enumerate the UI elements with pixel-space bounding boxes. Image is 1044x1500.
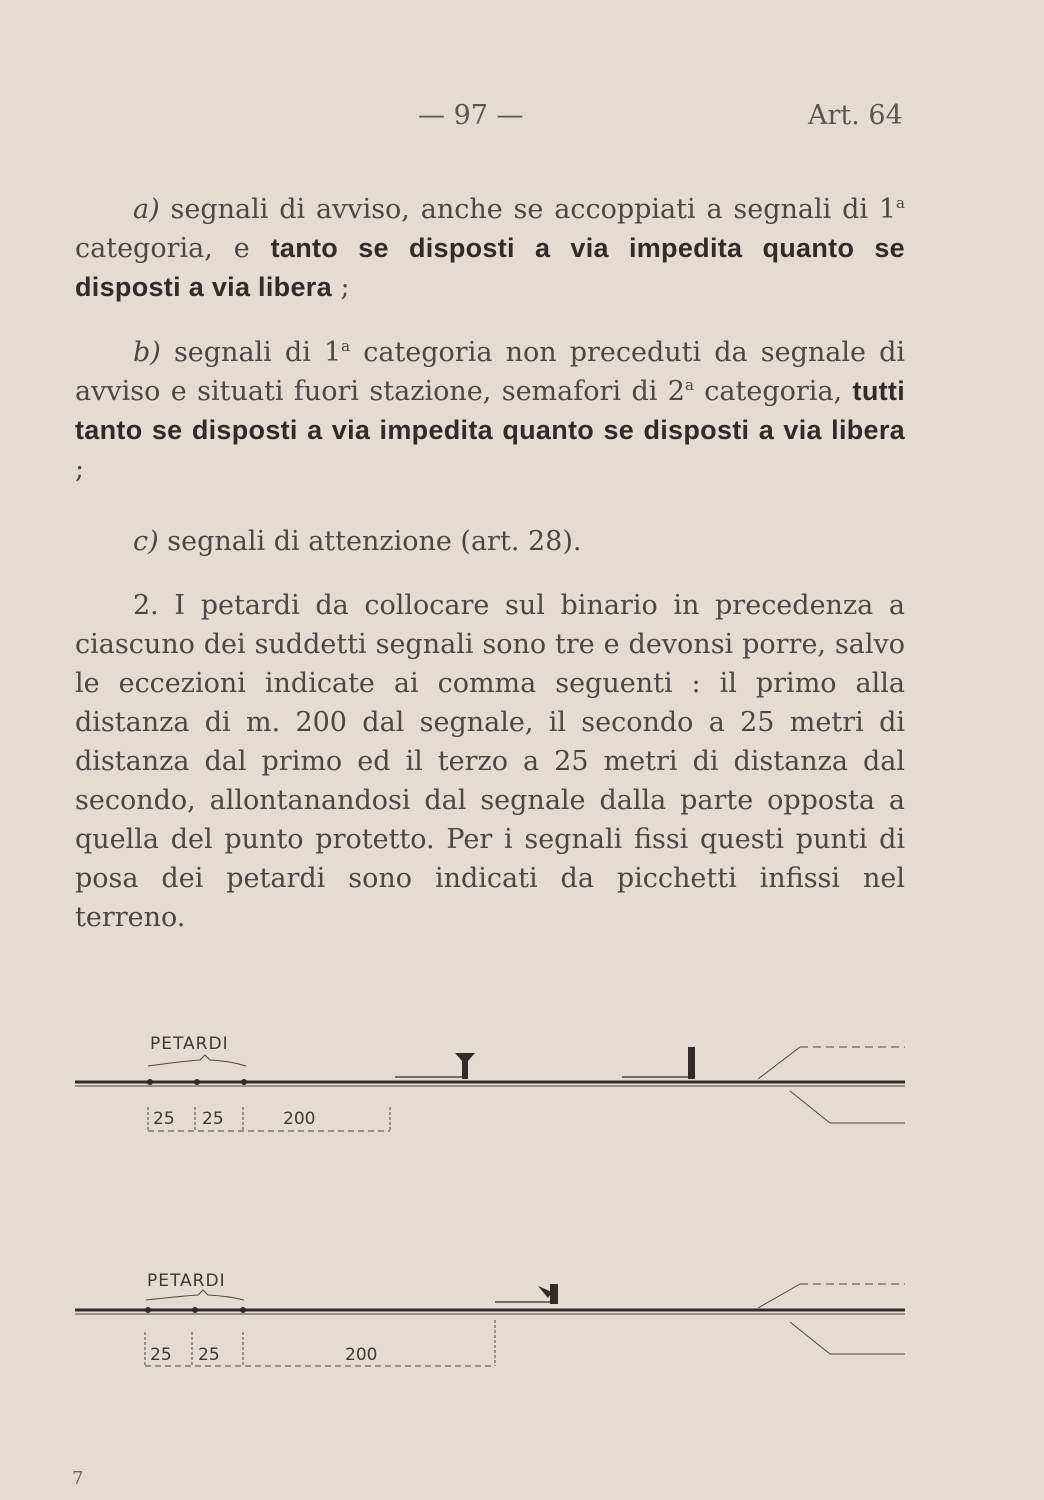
page-number: — 97 — — [418, 100, 524, 131]
diagram1-d2: 25 — [202, 1109, 224, 1129]
diagram2-label: PETARDI — [147, 1271, 226, 1291]
diagram2-d2: 25 — [198, 1345, 220, 1365]
petardi-diagram-1 — [0, 1025, 1044, 1145]
diagram2-d3: 200 — [345, 1345, 378, 1365]
signature-mark: 7 — [72, 1468, 84, 1489]
item-b-end: ; — [75, 454, 85, 485]
item-b-sup1: a — [341, 337, 351, 355]
item-a-sup: a — [896, 194, 905, 212]
item-a — [75, 190, 905, 307]
item-b-text3: categoria, — [693, 376, 853, 407]
item-b-text2: categoria non preceduti da segnale di avviso e situati fuori stazione, semafori di 2 — [75, 337, 905, 407]
item-b-text1: segnali di 1 — [160, 337, 342, 368]
item-a-text2: categoria, e — [75, 233, 271, 264]
diagram2-d1: 25 — [150, 1345, 172, 1365]
item-b-bold: tutti tanto se disposti a via impedita quanto se disposti a via libera — [75, 376, 905, 445]
item-c-text: segnali di attenzione (art. 28). — [158, 526, 582, 557]
paragraph-2-text: 2. I petardi da collocare sul binario in precedenza a ciascuno dei suddetti segnali sono tre e devonsi porre, salvo le eccezioni indicate ai comma seguenti : il primo alla distanza di m. 200 dal segnale, il secondo a 25 metri di distanza dal primo ed il terzo a 25 metri di distanza dal secondo, allontanandosi dal segnale dalla parte opposta a quella del punto protetto. Per i segnali fissi questi punti di posa dei petardi sono indicati da picchetti infissi nel terreno. — [75, 590, 905, 933]
item-c-letter: c) — [133, 526, 159, 557]
diagram1-d1: 25 — [153, 1109, 175, 1129]
paragraph-2 — [75, 586, 905, 937]
article-reference: Art. 64 — [808, 100, 903, 131]
item-a-end: ; — [331, 272, 350, 303]
diagram1-d3: 200 — [283, 1109, 316, 1129]
item-a-text1: segnali di avviso, anche se accoppiati a segnali di 1 — [159, 194, 897, 225]
item-b-sup2: a — [684, 376, 694, 394]
item-a-bold: tanto se disposti a via impedita quanto se disposti a via libera — [75, 233, 906, 302]
diagram1-label: PETARDI — [150, 1034, 229, 1054]
petardi-diagram-2 — [0, 1262, 1044, 1382]
item-a-letter: a) — [133, 194, 160, 225]
item-b-letter: b) — [133, 337, 161, 368]
item-c — [75, 522, 905, 561]
item-b — [75, 333, 905, 489]
